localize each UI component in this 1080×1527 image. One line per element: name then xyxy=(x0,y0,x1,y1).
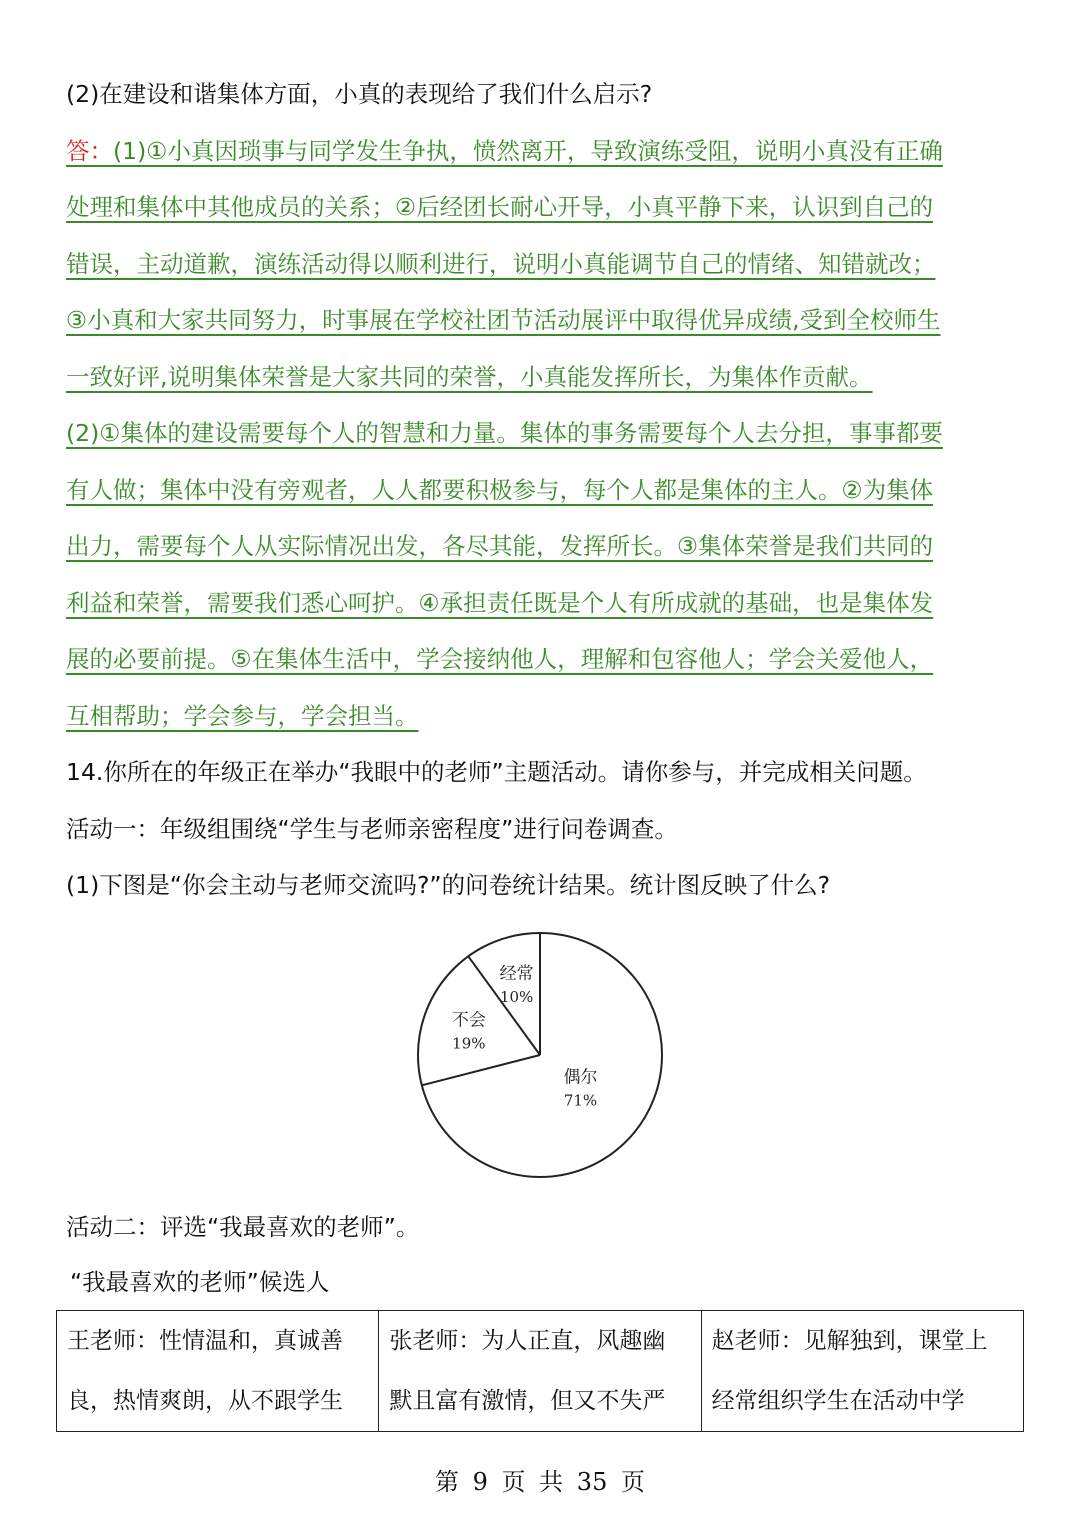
answer-text: (1)①小真因琐事与同学发生争执，愤然离开，导致演练受阻，说明小真没有正确 xyxy=(113,137,943,165)
pie-slice-value: 19% xyxy=(452,1034,486,1053)
answer-line: 处理和集体中其他成员的关系；②后经团长耐心开导，小真平静下来，认识到自己的 xyxy=(66,193,934,221)
answer-line: 出力，需要每个人从实际情况出发，各尽其能，发挥所长。③集体荣誉是我们共同的 xyxy=(66,532,934,560)
activity-2: 活动二：评选“我最喜欢的老师”。 xyxy=(66,1213,420,1241)
activity-1: 活动一：年级组围绕“学生与老师亲密程度”进行问卷调查。 xyxy=(66,815,678,843)
pie-slice-value: 71% xyxy=(563,1091,598,1110)
cell-line: 经常组织学生在活动中学 xyxy=(711,1388,965,1414)
answer-line: 错误，主动道歉，演练活动得以顺利进行，说明小真能调节自己的情绪、知错就改； xyxy=(66,250,936,278)
pie-slice-label: 经常 xyxy=(499,964,534,985)
answer-label: 答： xyxy=(66,137,113,165)
pie-slice-value: 10% xyxy=(499,988,534,1007)
candidate-zhao xyxy=(701,1311,1023,1432)
answer-line: 一致好评,说明集体荣誉是大家共同的荣誉，小真能发挥所长，为集体作贡献。 xyxy=(66,363,873,391)
page-footer: 第 9 页 共 35 页 xyxy=(435,1468,645,1496)
pie-slice-label: 偶尔 xyxy=(563,1067,598,1088)
table-row xyxy=(57,1311,1024,1432)
answer-line: 互相帮助；学会参与，学会担当。 xyxy=(66,702,419,730)
answer-line: ③小真和大家共同努力，时事展在学校社团节活动展评中取得优异成绩,受到全校师生 xyxy=(66,306,941,334)
question-14-1: (1)下图是“你会主动与老师交流吗?”的问卷统计结果。统计图反映了什么? xyxy=(66,871,831,899)
answer-line: 利益和荣誉，需要我们悉心呵护。④承担责任既是个人有所成就的基础，也是集体发 xyxy=(66,589,934,617)
q2-prompt: (2)在建设和谐集体方面，小真的表现给了我们什么启示? xyxy=(66,80,653,108)
question-14: 14.你所在的年级正在举办“我眼中的老师”主题活动。请你参与，并完成相关问题。 xyxy=(66,758,927,786)
cell-line: 王老师：性情温和，真诚善 xyxy=(67,1328,343,1354)
cell-line: 良，热情爽朗，从不跟学生 xyxy=(67,1388,343,1414)
cell-line: 赵老师：见解独到，课堂上 xyxy=(711,1328,988,1354)
candidates-table xyxy=(56,1310,1024,1432)
candidate-zhang xyxy=(379,1311,701,1432)
cell-line: 默且富有激情，但又不失严 xyxy=(389,1388,666,1414)
pie-chart xyxy=(400,930,670,1190)
cell-line: 张老师：为人正直，风趣幽 xyxy=(389,1328,666,1354)
candidate-wang xyxy=(57,1311,379,1432)
pie-slice-label: 不会 xyxy=(451,1010,486,1031)
answer-line: (2)①集体的建设需要每个人的智慧和力量。集体的事务需要每个人去分担，事事都要 xyxy=(66,419,943,447)
answer-line xyxy=(66,135,943,167)
answer-line: 展的必要前提。⑤在集体生活中，学会接纳他人，理解和包容他人；学会关爱他人， xyxy=(66,645,934,673)
answer-line: 有人做；集体中没有旁观者，人人都要积极参与，每个人都是集体的主人。②为集体 xyxy=(66,476,934,504)
candidates-title: “我最喜欢的老师”候选人 xyxy=(70,1268,330,1296)
